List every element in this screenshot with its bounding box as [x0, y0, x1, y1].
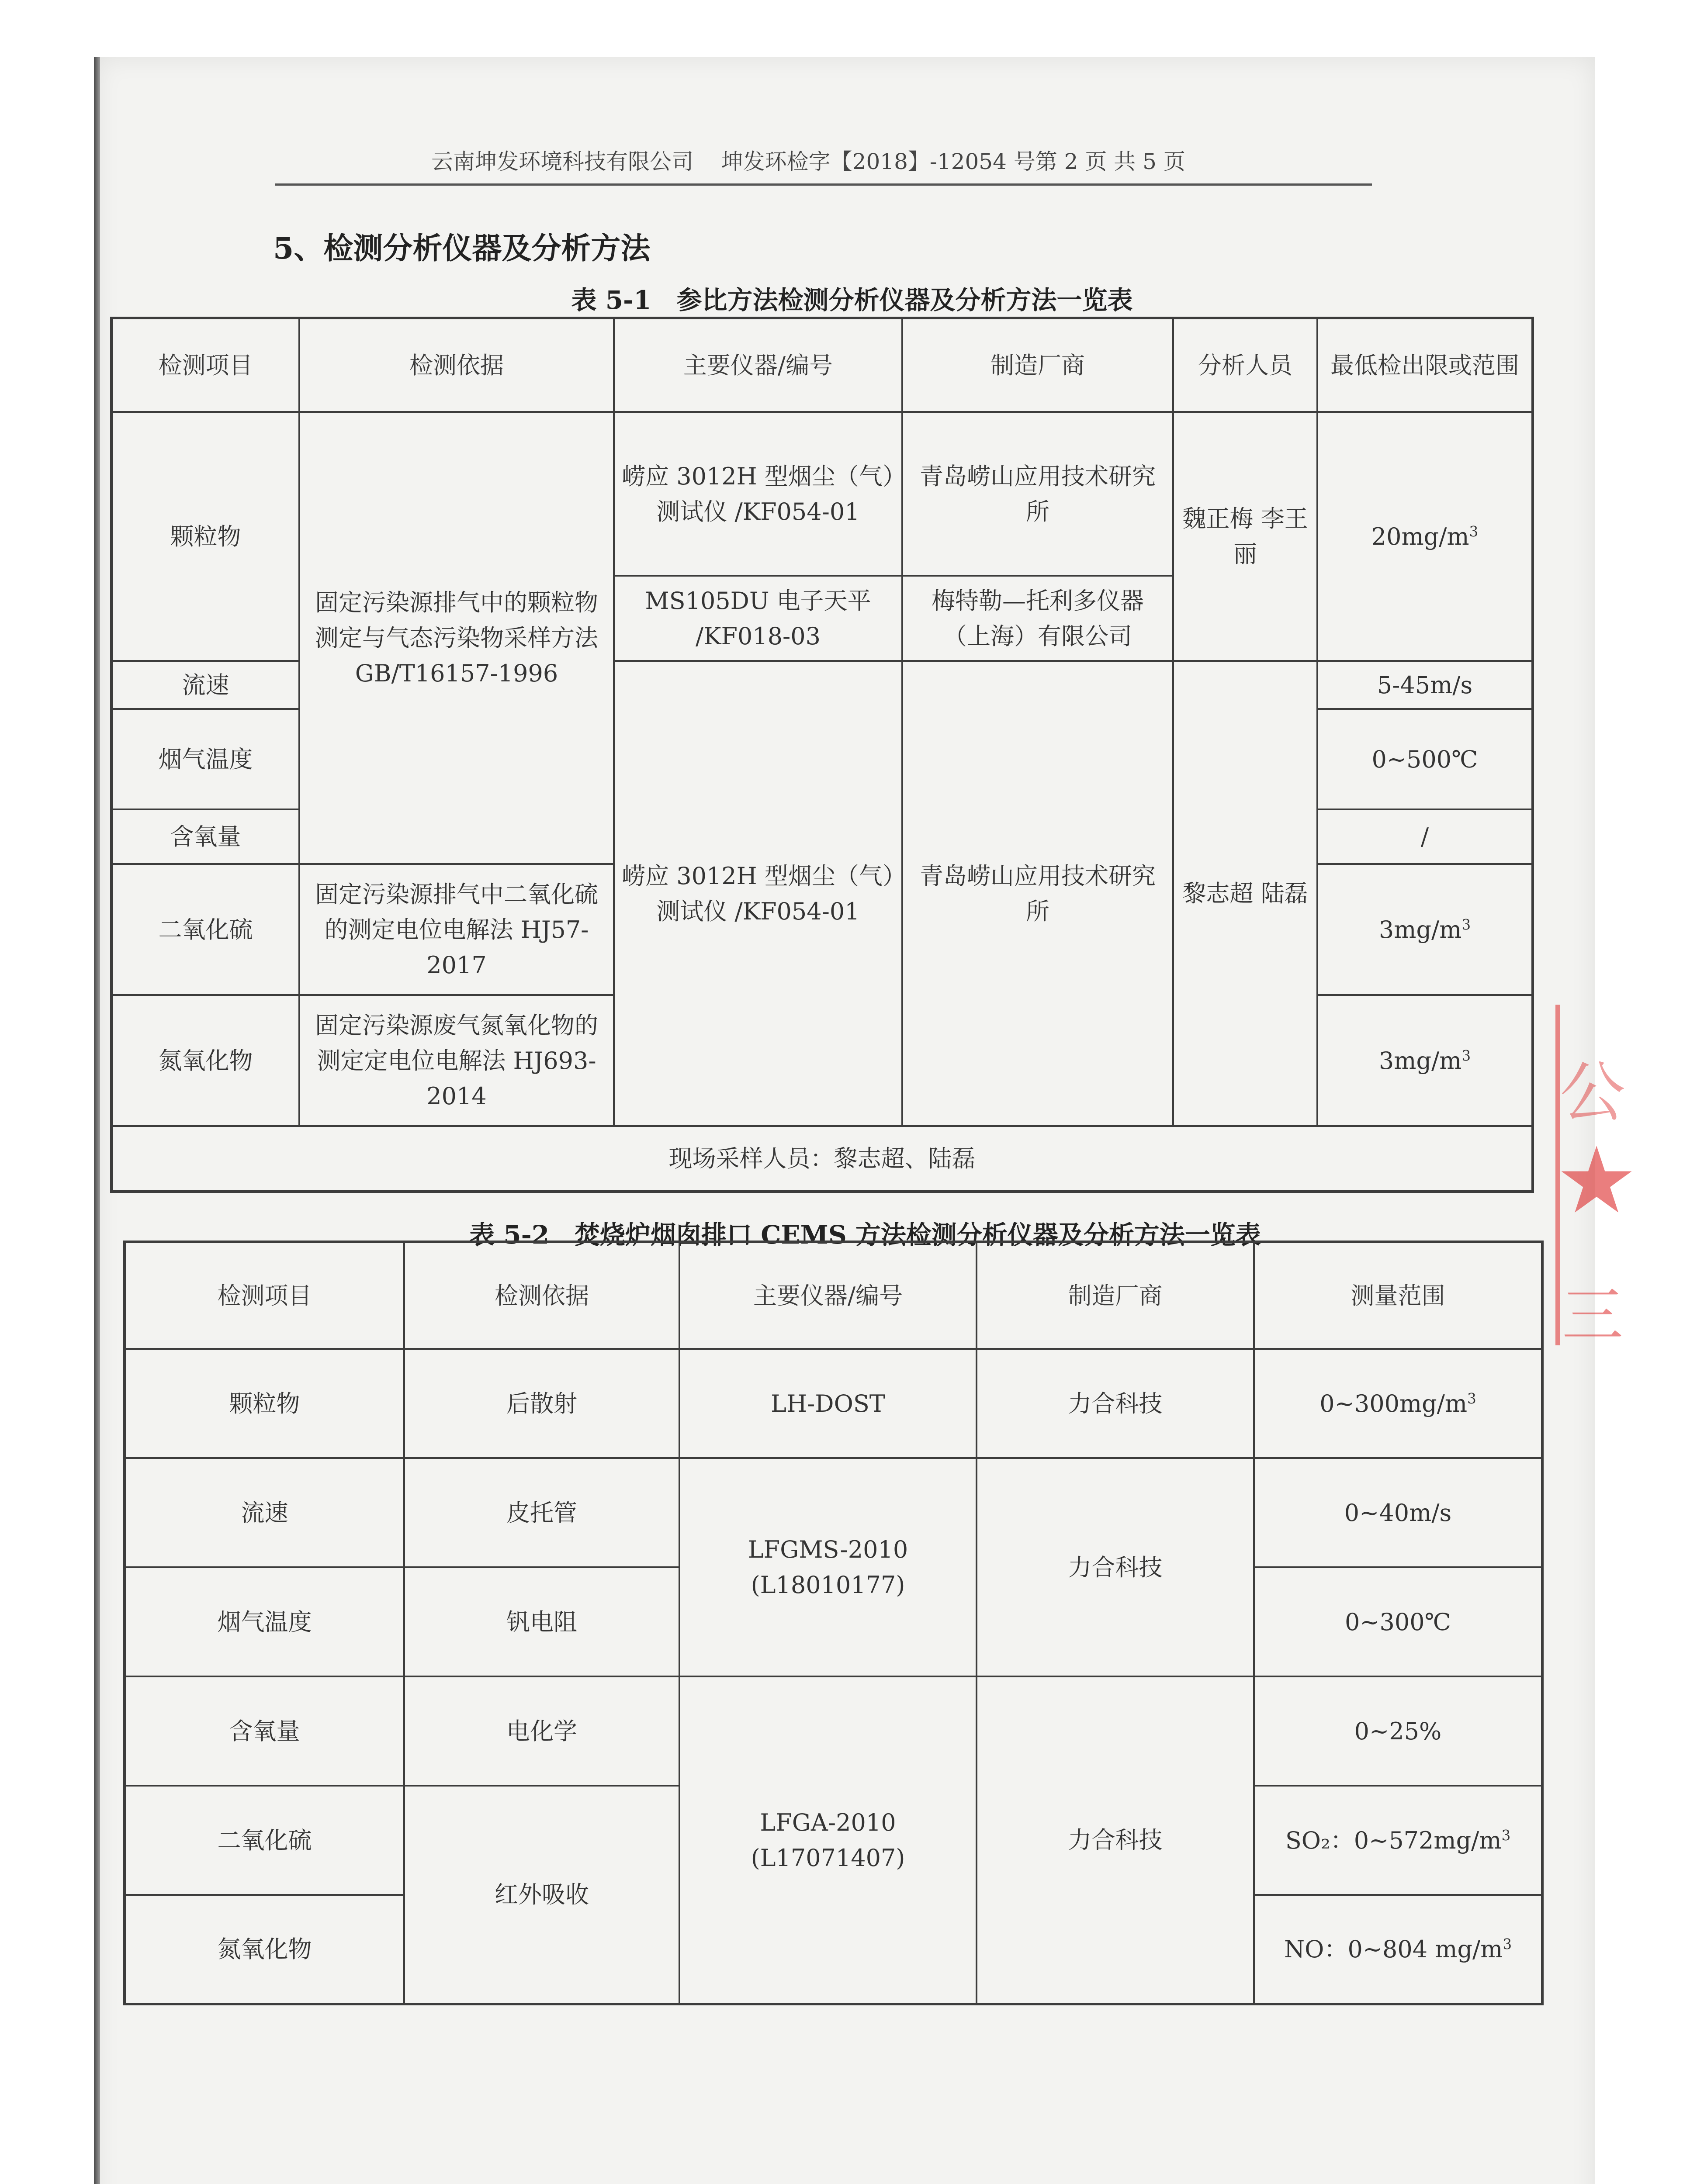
manufacturer-cell: 力合科技 — [977, 1458, 1254, 1676]
sampling-staff: 现场采样人员：黎志超、陆磊 — [111, 1126, 1533, 1192]
limit-cell: $3mg/m^3$ — [1317, 995, 1533, 1126]
item-cell: 氮氧化物 — [111, 995, 299, 1126]
analyst-cell: 黎志超 陆磊 — [1173, 661, 1317, 1126]
item-cell: 流速 — [111, 661, 299, 709]
table1-caption: 表 5-1 参比方法检测分析仪器及分析方法一览表 — [571, 285, 1133, 315]
scan-edge — [94, 57, 100, 2184]
basis-cell: 后散射 — [404, 1349, 679, 1458]
col-header: 测量范围 — [1254, 1242, 1542, 1349]
range-cell: NO：0~804 $mg/m^3$ — [1254, 1895, 1542, 2004]
table2-caption: 表 5-2 焚烧炉烟囱排口 CEMS 方法检测分析仪器及分析方法一览表 — [469, 1220, 1261, 1250]
basis-cell: 皮托管 — [404, 1458, 679, 1567]
col-header: 检测依据 — [299, 318, 614, 412]
col-header: 制造厂商 — [977, 1242, 1254, 1349]
item-cell: 氮氧化物 — [125, 1895, 404, 2004]
page-header — [262, 144, 1354, 176]
section-title: 5、检测分析仪器及分析方法 — [273, 231, 651, 266]
instrument-cell: 崂应 3012H 型烟尘（气）测试仪 /KF054-01 — [614, 412, 902, 576]
report-number: 坤发环检字【2018】-12054 号第 2 页 共 5 页 — [721, 149, 1185, 174]
item-cell: 二氧化硫 — [111, 864, 299, 995]
range-cell: $0\sim 300mg/m^3$ — [1254, 1349, 1542, 1458]
instrument-cell: LFGA-2010 (L17071407) — [679, 1676, 977, 2004]
limit-cell: $3mg/m^3$ — [1317, 864, 1533, 995]
item-cell: 含氧量 — [111, 809, 299, 864]
table-row — [125, 1676, 1542, 1786]
col-header: 检测项目 — [111, 318, 299, 412]
range-cell: 0~25% — [1254, 1676, 1542, 1786]
table-header-row — [125, 1242, 1542, 1349]
table-row — [111, 412, 1533, 576]
manufacturer-cell: 青岛崂山应用技术研究所 — [902, 661, 1173, 1126]
basis-cell: 钒电阻 — [404, 1567, 679, 1676]
col-header: 分析人员 — [1173, 318, 1317, 412]
instrument-cell: 崂应 3012H 型烟尘（气）测试仪 /KF054-01 — [614, 661, 902, 1126]
limit-cell: / — [1317, 809, 1533, 864]
instrument-cell: MS105DU 电子天平 /KF018-03 — [614, 576, 902, 661]
range-cell: SO₂：$0\sim 572mg/m^3$ — [1254, 1786, 1542, 1895]
item-cell: 二氧化硫 — [125, 1786, 404, 1895]
range-cell: 0~300℃ — [1254, 1567, 1542, 1676]
limit-cell: 5-45m/s — [1317, 661, 1533, 709]
stamp-character: 三 — [1562, 1280, 1624, 1351]
limit-cell: $20mg/m^3$ — [1317, 412, 1533, 661]
item-cell: 含氧量 — [125, 1676, 404, 1786]
col-header: 检测依据 — [404, 1242, 679, 1349]
stamp-star-icon: ★ — [1555, 1127, 1638, 1234]
table-row — [125, 1458, 1542, 1567]
col-header: 主要仪器/编号 — [614, 318, 902, 412]
stamp-character: 公 — [1560, 1055, 1626, 1131]
item-cell: 烟气温度 — [125, 1567, 404, 1676]
instrument-cell: LFGMS-2010 (L18010177) — [679, 1458, 977, 1676]
instrument-cell: LH-DOST — [679, 1349, 977, 1458]
col-header: 检测项目 — [125, 1242, 404, 1349]
manufacturer-cell: 力合科技 — [977, 1349, 1254, 1458]
item-cell: 颗粒物 — [125, 1349, 404, 1458]
col-header: 主要仪器/编号 — [679, 1242, 977, 1349]
table-header-row — [111, 318, 1533, 412]
basis-cell: 固定污染源废气氮氧化物的测定定电位电解法 HJ693-2014 — [299, 995, 614, 1126]
basis-cell: 红外吸收 — [404, 1786, 679, 2004]
header-rule — [275, 183, 1372, 186]
table-footer-row — [111, 1126, 1533, 1192]
col-header: 最低检出限或范围 — [1317, 318, 1533, 412]
basis-cell: 固定污染源排气中二氧化硫的测定电位电解法 HJ57-2017 — [299, 864, 614, 995]
item-cell: 颗粒物 — [111, 412, 299, 661]
analyst-cell: 魏正梅 李王丽 — [1173, 412, 1317, 661]
range-cell: 0~40m/s — [1254, 1458, 1542, 1567]
item-cell: 流速 — [125, 1458, 404, 1567]
basis-cell: 固定污染源排气中的颗粒物测定与气态污染物采样方法 GB/T16157-1996 — [299, 412, 614, 864]
basis-cell: 电化学 — [404, 1676, 679, 1786]
manufacturer-cell: 青岛崂山应用技术研究所 — [902, 412, 1173, 576]
limit-cell: 0~500℃ — [1317, 709, 1533, 809]
manufacturer-cell: 力合科技 — [977, 1676, 1254, 2004]
col-header: 制造厂商 — [902, 318, 1173, 412]
table-row — [125, 1349, 1542, 1458]
manufacturer-cell: 梅特勒—托利多仪器（上海）有限公司 — [902, 576, 1173, 661]
item-cell: 烟气温度 — [111, 709, 299, 809]
table-reference-methods — [110, 317, 1534, 1193]
table-cems-methods — [123, 1241, 1544, 2005]
company-name: 云南坤发环境科技有限公司 — [431, 149, 694, 174]
